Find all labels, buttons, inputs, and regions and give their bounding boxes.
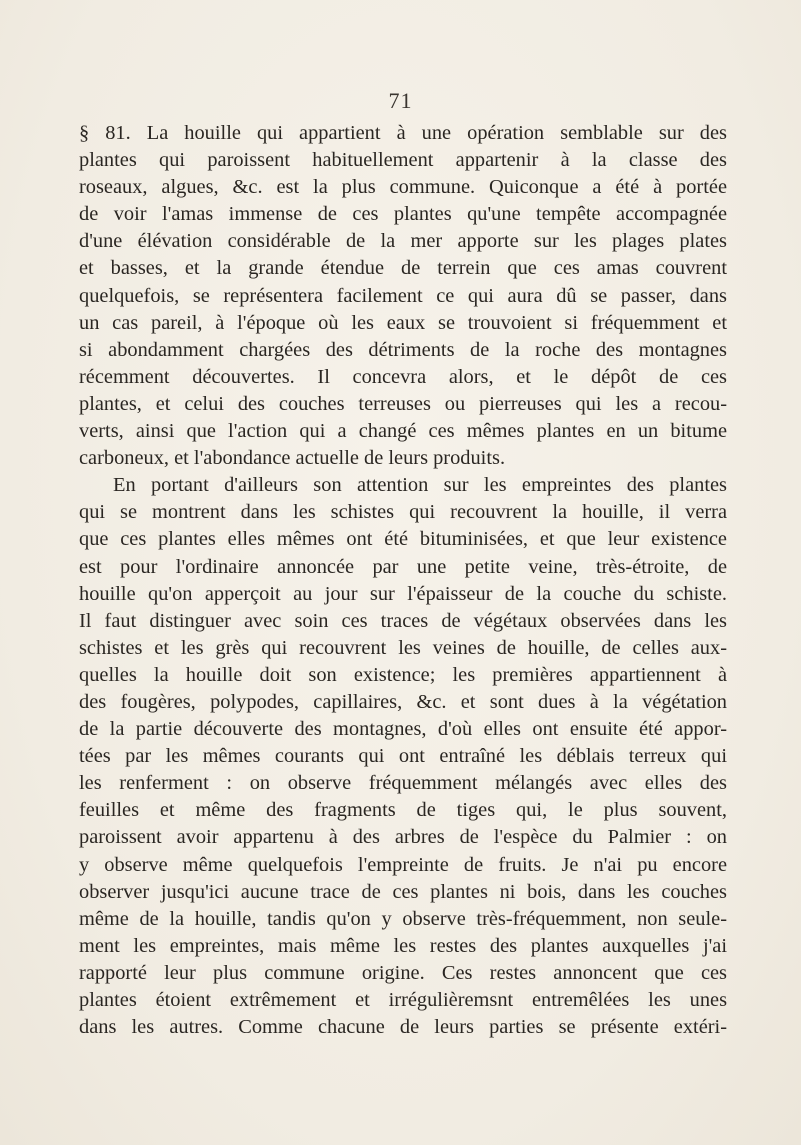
text-line: quelles la houille doit son existence; les premières appartiennent à	[79, 663, 727, 686]
text-line: § 81. La houille qui appartient à une opération semblable sur des	[79, 122, 727, 144]
text-line: feuilles et même des fragments de tiges qui, le plus souvent,	[79, 799, 727, 822]
text-line: de voir l'amas immense de ces plantes qu'une tempête accompagnée	[79, 203, 727, 226]
text-line: houille qu'on apperçoit au jour sur l'épaisseur de la couche du schiste.	[79, 582, 727, 605]
text-line: En portant d'ailleurs son attention sur les empreintes des plantes	[113, 474, 727, 497]
body-text	[79, 120, 727, 1041]
text-line: des fougères, polypodes, capillaires, &c. et sont dues à la végétation	[79, 690, 727, 713]
text-line: observer jusqu'ici aucune trace de ces plantes ni bois, dans les couches	[79, 880, 727, 903]
text-line: roseaux, algues, &c. est la plus commune. Quiconque a été à portée	[79, 176, 727, 199]
text-line: tées par les mêmes courants qui ont entraîné les déblais terreux qui	[79, 745, 727, 768]
text-line: dans les autres. Comme chacune de leurs parties se présente extéri-	[79, 1016, 727, 1039]
text-line: Il faut distinguer avec soin ces traces de végétaux observées dans les	[79, 609, 727, 632]
text-line: carboneux, et l'abondance actuelle de leurs produits.	[79, 447, 506, 470]
text-line: si abondamment chargées des détriments de la roche des montagnes	[79, 338, 727, 361]
text-line: les renferment : on observe fréquemment mélangés avec elles des	[79, 772, 727, 795]
text-line: d'une élévation considérable de la mer apporte sur les plages plates	[79, 230, 727, 253]
text-line: et basses, et la grande étendue de terrein que ces amas couvrent	[79, 257, 727, 280]
text-line: y observe même quelquefois l'empreinte de fruits. Je n'ai pu encore	[79, 853, 727, 876]
text-line: verts, ainsi que l'action qui a changé ces mêmes plantes en un bitume	[79, 420, 727, 443]
text-line: paroissent avoir appartenu à des arbres de l'espèce du Palmier : on	[79, 826, 727, 849]
text-line: schistes et les grès qui recouvrent les veines de houille, de celles aux-	[79, 636, 727, 659]
text-line: qui se montrent dans les schistes qui recouvrent la houille, il verra	[79, 501, 727, 524]
text-line: plantes étoient extrêmement et irrégulièremsnt entremêlées les unes	[79, 989, 727, 1011]
text-line: quelquefois, se représentera facilement ce qui aura dû se passer, dans	[79, 284, 727, 307]
text-line: rapporté leur plus commune origine. Ces restes annoncent que ces	[79, 961, 727, 984]
text-line: est pour l'ordinaire annoncée par une petite veine, très-étroite, de	[79, 555, 727, 578]
text-line: plantes, et celui des couches terreuses ou pierreuses qui les a recou-	[79, 392, 727, 415]
text-line: même de la houille, tandis qu'on y observe très-fréquemment, non seule-	[79, 907, 727, 930]
text-line: de la partie découverte des montagnes, d'où elles ont ensuite été appor-	[79, 718, 727, 741]
text-line: plantes qui paroissent habituellement appartenir à la classe des	[79, 149, 727, 172]
text-line: récemment découvertes. Il concevra alors, et le dépôt de ces	[79, 365, 727, 388]
page-number: 71	[388, 88, 413, 113]
text-line: ment les empreintes, mais même les restes des plantes auxquelles j'ai	[79, 934, 727, 957]
text-line: un cas pareil, à l'époque où les eaux se trouvoient si fréquemment et	[79, 311, 727, 334]
text-line: que ces plantes elles mêmes ont été bituminisées, et que leur existence	[79, 528, 727, 551]
